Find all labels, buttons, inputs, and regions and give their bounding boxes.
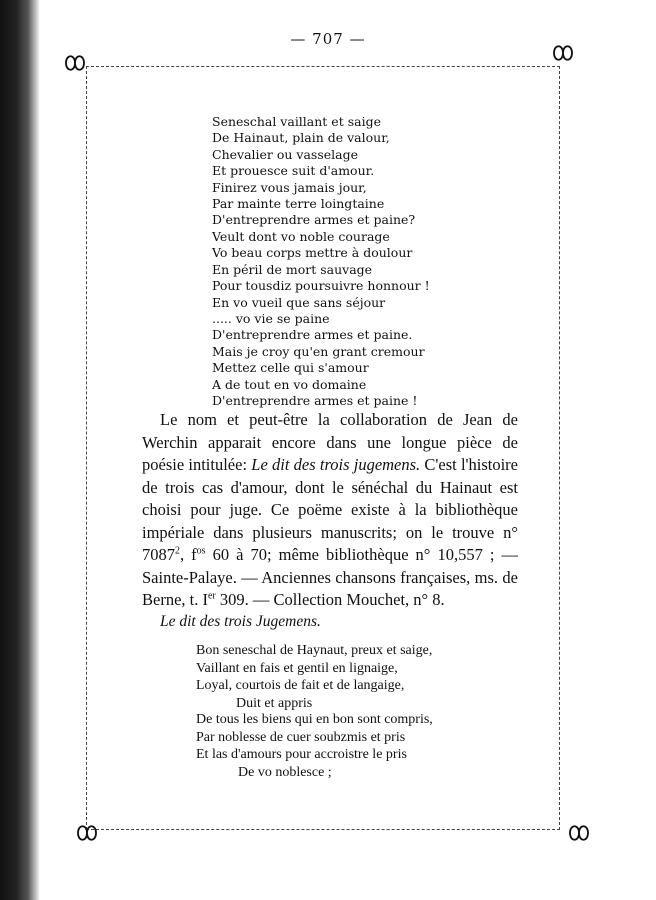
verse-line: De Hainaut, plain de valour, [212,130,390,146]
page-number: — 707 — [290,30,366,48]
verse-line: Bon seneschal de Haynaut, preux et saige, [196,643,433,658]
verse-line: D'entreprendre armes et paine. [212,327,413,343]
prose-text: 60 à 70; même bibliothèque n° 10,557 ; — Sainte-Palaye. — Anciennes chansons françaises, ms. de Berne, t. I [142,545,519,609]
verse-line: En péril de mort sauvage [212,261,373,277]
verse-line: Finirez vous jamais jour, [212,179,367,195]
verse-line: De vo noblesce ; [238,764,332,780]
corner-flourish-icon [62,50,88,76]
superscript: os [196,545,206,557]
verse-line: Par mainte terre loingtaine [212,196,385,212]
corner-flourish-icon [74,820,100,846]
verse-line: A de tout en vo domaine [212,376,367,392]
corner-flourish-icon [550,40,576,66]
verse-line: Par noblesse de cuer soubzmis et pris [196,729,406,745]
poem-stanza-4 [196,642,432,712]
prose-paragraph [142,409,518,612]
verse-line: D'entreprendre armes et paine ! [212,393,418,409]
verse-line: Mais je croy qu'en grant cremour [212,344,425,359]
book-binding-edge [0,0,40,900]
verse-line: D'entreprendre armes et paine? [212,212,416,228]
corner-flourish-icon [566,820,592,846]
verse-line: Loyal, courtois de fait et de langaige, [196,678,405,693]
poem-title: Le dit des trois Jugemens. [160,613,321,630]
superscript: er [207,590,216,602]
superscript: 2 [175,545,180,557]
verse-line: Et las d'amours pour accroistre le pris [196,747,407,762]
prose-text: , f [180,545,197,564]
verse-line: Chevalier ou vasselage [212,146,359,162]
work-title: Le dit des trois jugemens. [251,455,421,474]
verse-line: Pour tousdiz poursuivre honnour ! [212,278,430,294]
verse-line: Vaillant en fais et gentil en lignaige, [196,660,398,676]
verse-line: Mettez celle qui s'amour [212,360,369,376]
verse-line: En vo vueil que sans séjour [212,294,386,310]
verse-line: Et prouesce suit d'amour. [212,163,375,179]
prose-text: 309. — Collection Mouchet, n° 8. [215,590,445,609]
verse-line: Vo beau corps mettre à doulour [212,245,413,261]
verse-line: ..... vo vie se paine [212,311,330,327]
poem-stanza-1 [212,114,415,229]
verse-line: Duit et appris [236,695,313,711]
verse-line: Veult dont vo noble courage [212,229,390,244]
prose-text: C'est l'histoire de trois cas d'amour, dont le sénéchal du Hainaut est choisi pour juge. Ce poëme existe à la bibliothèque impériale dans plusieurs manuscrits; on le trouve n° 7087 [142,455,518,564]
poem-stanza-2 [212,229,430,344]
prose-text: Le nom et peut-être la collaboration de Jean de Werchin apparait encore dans une longue pièce de poésie intitulée: [142,410,518,474]
verse-line: De tous les biens qui en bon sont compris, [196,712,433,727]
poem-stanza-3 [212,344,425,410]
poem-stanza-5 [196,711,433,781]
verse-line: Seneschal vaillant et saige [212,114,381,129]
